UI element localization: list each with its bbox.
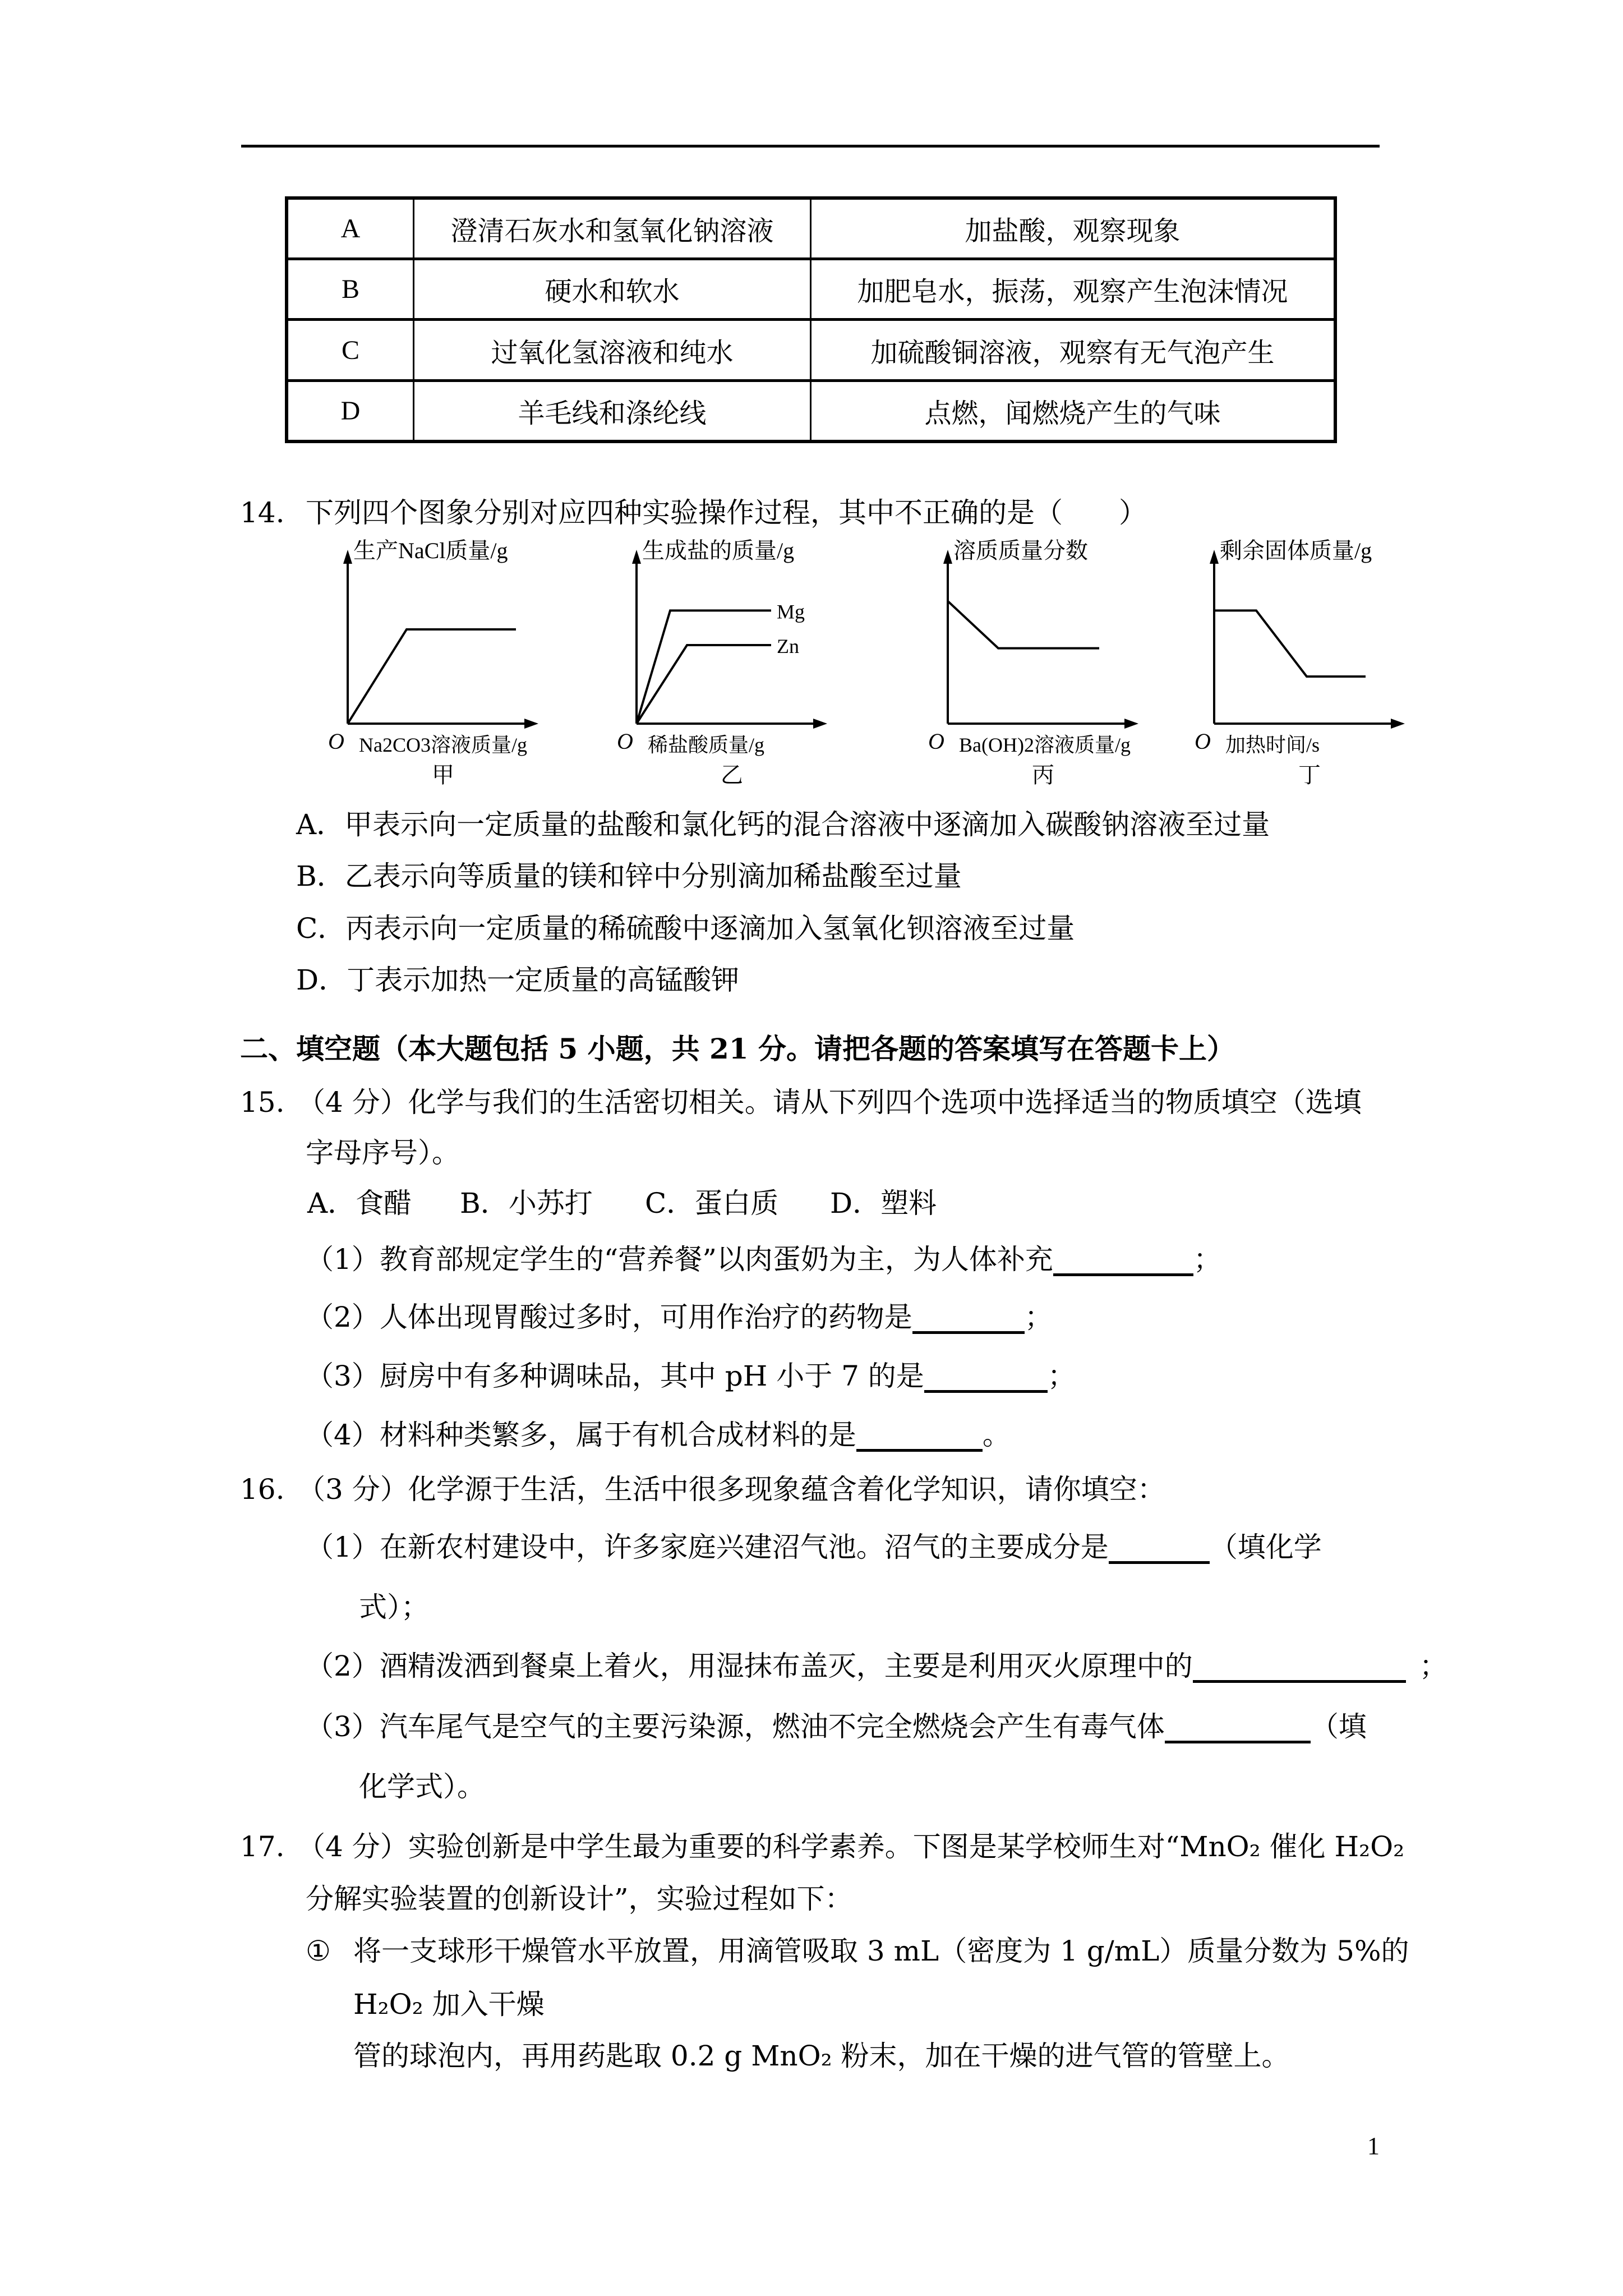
- item-suffix: 。: [982, 1419, 1011, 1451]
- row-items: 过氧化氢溶液和纯水: [414, 320, 811, 380]
- q16-item-2: [306, 1649, 1447, 1683]
- q17-step1-line3: 管的球泡内，再用药匙取 0.2 g MnO₂ 粉末，加在干燥的进气管的管壁上。: [353, 2040, 1290, 2072]
- q17-step1-marker: ①: [306, 1935, 331, 1967]
- x-axis-arrow-icon: [813, 719, 827, 729]
- row-method: 加盐酸，观察现象: [811, 198, 1336, 259]
- table-row: [287, 380, 1335, 441]
- y-axis-label: 剩余固体质量/g: [1220, 538, 1372, 563]
- q15-stem-line2: 字母序号）。: [306, 1137, 460, 1169]
- row-label: D: [287, 380, 414, 441]
- q17-step1-line1: 将一支球形干燥管水平放置，用滴管吸取 3 mL（密度为 1 g/mL）质量分数为 5%的: [353, 1935, 1409, 1967]
- row-method: 加硫酸铜溶液，观察有无气泡产生: [811, 320, 1336, 380]
- x-axis-label: Ba(OH)2溶液质量/g: [959, 734, 1131, 756]
- item-prefix: （4）: [306, 1419, 380, 1451]
- q17-stem-line2: 分解实验装置的创新设计”，实验过程如下：: [306, 1883, 853, 1915]
- item-text: 厨房中有多种调味品，其中 pH 小于 7 的是: [379, 1360, 924, 1392]
- option-table: [285, 196, 1337, 443]
- q15-choice-c: C．蛋白质: [645, 1187, 779, 1220]
- item-text: 汽车尾气是空气的主要污染源，燃油不完全燃烧会产生有毒气体: [379, 1710, 1165, 1743]
- row-items: 澄清石灰水和氢氧化钠溶液: [414, 198, 811, 259]
- item-prefix: （1）: [306, 1243, 380, 1276]
- row-items: 硬水和软水: [414, 259, 811, 320]
- row-method: 点燃，闻燃烧产生的气味: [811, 380, 1336, 441]
- series-line: [637, 610, 771, 724]
- graph-name-label: 丁: [1298, 762, 1321, 788]
- item-suffix: （填化学: [1209, 1531, 1322, 1563]
- answer-blank[interactable]: [856, 1421, 983, 1452]
- q15-choice-b: B．小苏打: [460, 1187, 593, 1220]
- item-text: 酒精泼洒到餐桌上着火，用湿抹布盖灭，主要是利用灭火原理中的: [379, 1650, 1193, 1682]
- q16-item-3: [306, 1710, 1367, 1743]
- answer-blank[interactable]: [1053, 1245, 1193, 1276]
- graph-name-label: 甲: [432, 762, 454, 788]
- origin-label: O: [1195, 729, 1211, 754]
- y-axis-label: 溶质质量分数: [953, 538, 1088, 563]
- x-axis-arrow-icon: [1124, 719, 1138, 729]
- header-rule: [241, 145, 1380, 148]
- origin-label: O: [617, 729, 633, 754]
- q15-number: 15.: [240, 1086, 285, 1119]
- graph-ding: [1192, 539, 1427, 797]
- q14-stem: 下列四个图象分别对应四种实验操作过程，其中不正确的是（ ）: [306, 496, 1147, 529]
- series-line: [948, 601, 1099, 648]
- answer-blank[interactable]: [1165, 1713, 1311, 1743]
- row-label: C: [287, 320, 414, 380]
- q15-stem-line1: （4 分）化学与我们的生活密切相关。请从下列四个选项中选择适当的物质填空（选填: [297, 1086, 1362, 1119]
- series-label: Zn: [777, 635, 799, 657]
- row-label: A: [287, 198, 414, 259]
- item-suffix: ；: [1419, 1650, 1447, 1682]
- q15-item-1: [306, 1243, 1221, 1276]
- item-prefix: （1）: [306, 1531, 380, 1563]
- item-text: 教育部规定学生的“营养餐”以肉蛋奶为主，为人体补充: [379, 1243, 1053, 1276]
- item-prefix: （3）: [306, 1360, 380, 1392]
- item-prefix: （2）: [306, 1650, 380, 1682]
- q15-item-2: [306, 1300, 1053, 1334]
- graph-jia: [325, 539, 561, 797]
- series-label: Mg: [777, 600, 805, 623]
- item-text: 材料种类繁多，属于有机合成材料的是: [379, 1419, 856, 1451]
- x-axis-arrow-icon: [1391, 719, 1405, 729]
- row-label: B: [287, 259, 414, 320]
- row-items: 羊毛线和涤纶线: [414, 380, 811, 441]
- table-row: [287, 259, 1335, 320]
- graph-name-label: 乙: [721, 762, 743, 788]
- y-axis-label: 生产NaCl质量/g: [353, 538, 508, 563]
- q17-number: 17.: [240, 1830, 285, 1863]
- item-text: 在新农村建设中，许多家庭兴建沼气池。沼气的主要成分是: [379, 1531, 1109, 1563]
- q16-stem: （3 分）化学源于生活，生活中很多现象蕴含着化学知识，请你填空：: [297, 1473, 1165, 1506]
- y-axis-arrow-icon: [943, 550, 952, 564]
- graph-yi: [614, 539, 850, 797]
- x-axis-arrow-icon: [524, 719, 538, 729]
- q17-stem-line1: （4 分）实验创新是中学生最为重要的科学素养。下图是某学校师生对“MnO₂ 催化 H₂O₂: [297, 1830, 1405, 1863]
- q16-item-3-cont: 化学式）。: [359, 1770, 485, 1803]
- origin-label: O: [928, 729, 944, 754]
- row-method: 加肥皂水，振荡，观察产生泡沫情况: [811, 259, 1336, 320]
- item-suffix: ；: [1193, 1243, 1221, 1276]
- item-prefix: （3）: [306, 1710, 380, 1743]
- y-axis-arrow-icon: [343, 550, 352, 564]
- item-suffix: ；: [1047, 1360, 1076, 1392]
- series-line: [348, 629, 516, 724]
- x-axis-label: 加热时间/s: [1225, 734, 1320, 756]
- section-2-header: 二、填空题（本大题包括 5 小题，共 21 分。请把各题的答案填写在答题卡上）: [240, 1032, 1235, 1065]
- q15-choice-d: D．塑料: [830, 1187, 937, 1220]
- q14-option-a: A．甲表示向一定质量的盐酸和氯化钙的混合溶液中逐滴加入碳酸钠溶液至过量: [296, 808, 1270, 841]
- q15-item-3: [306, 1359, 1076, 1393]
- item-prefix: （2）: [306, 1301, 380, 1333]
- y-axis-label: 生成盐的质量/g: [642, 538, 795, 563]
- table-row: [287, 198, 1335, 259]
- answer-blank[interactable]: [1193, 1652, 1406, 1683]
- y-axis-arrow-icon: [1210, 550, 1219, 564]
- item-suffix: ；: [1024, 1301, 1053, 1333]
- q16-item-1-cont: 式）；: [359, 1591, 429, 1623]
- graph-bing: [925, 539, 1161, 797]
- answer-blank[interactable]: [1109, 1533, 1210, 1564]
- q14-option-b: B．乙表示向等质量的镁和锌中分别滴加稀盐酸至过量: [296, 860, 962, 892]
- item-suffix: （填: [1310, 1710, 1367, 1743]
- x-axis-label: 稀盐酸质量/g: [648, 734, 765, 756]
- page-number: 1: [1367, 2132, 1380, 2160]
- q14-option-c: C．丙表示向一定质量的稀硫酸中逐滴加入氢氧化钡溶液至过量: [296, 912, 1075, 945]
- item-text: 人体出现胃酸过多时，可用作治疗的药物是: [379, 1301, 912, 1333]
- y-axis-arrow-icon: [632, 550, 641, 564]
- graph-name-label: 丙: [1032, 762, 1054, 788]
- q16-item-1: [306, 1530, 1322, 1564]
- q14-number: 14.: [240, 496, 285, 529]
- q17-step1-line2: H₂O₂ 加入干燥: [353, 1988, 545, 2021]
- q14-option-d: D．丁表示加热一定质量的高锰酸钾: [296, 964, 740, 996]
- answer-blank[interactable]: [912, 1303, 1025, 1334]
- origin-label: O: [328, 729, 344, 754]
- q15-choice-a: A．食醋: [307, 1187, 412, 1220]
- table-row: [287, 320, 1335, 380]
- q16-number: 16.: [240, 1473, 285, 1506]
- answer-blank[interactable]: [924, 1362, 1048, 1393]
- q15-item-4: [306, 1418, 1011, 1452]
- x-axis-label: Na2CO3溶液质量/g: [359, 734, 527, 756]
- series-line: [1214, 610, 1366, 677]
